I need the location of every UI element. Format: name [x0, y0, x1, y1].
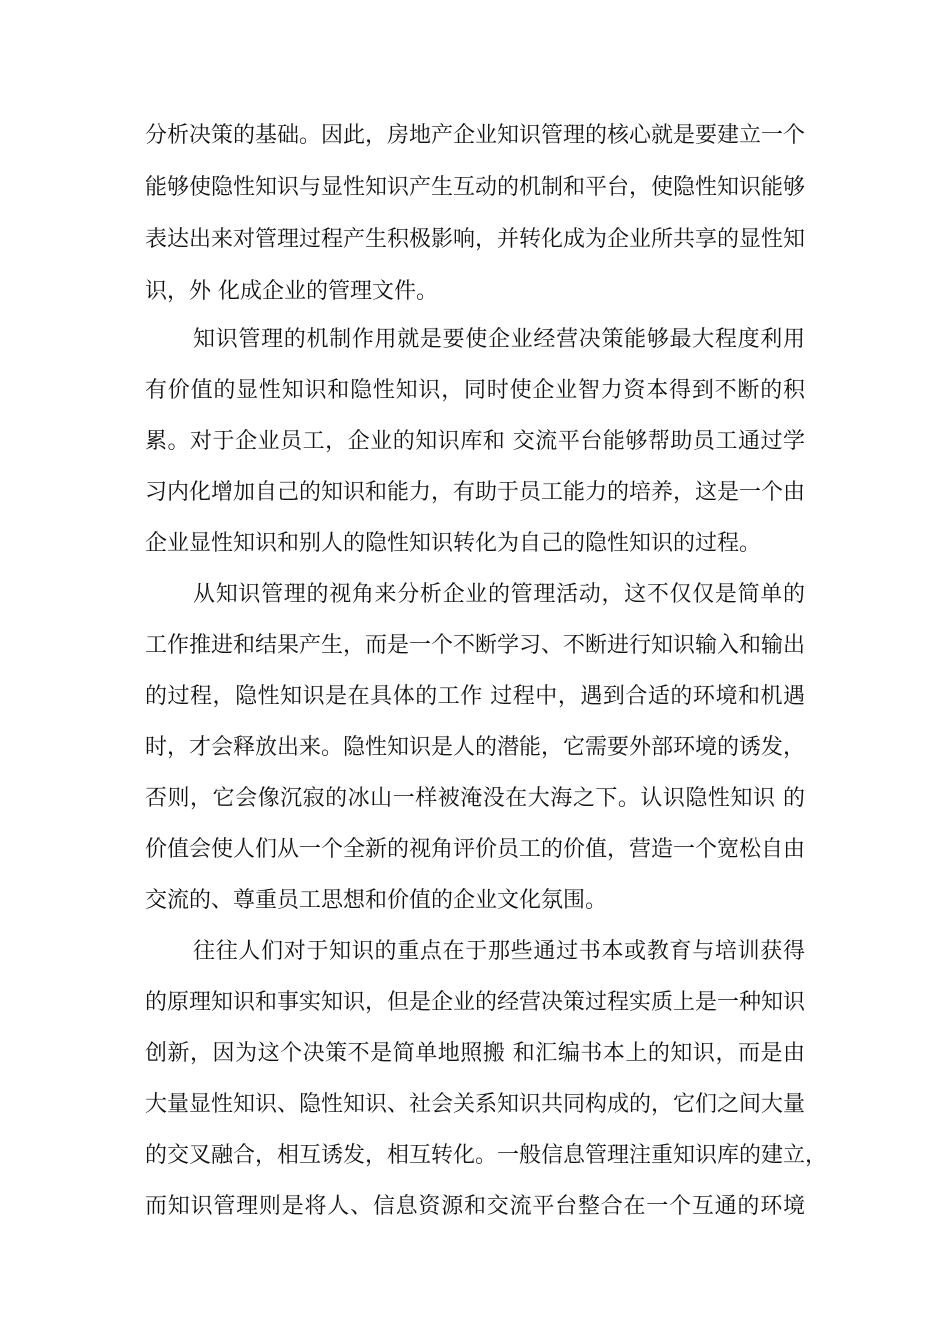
- paragraph-2-line-4: 习内化增加自己的知识和能力，有助于员工能力的培养，这是一个由: [145, 480, 806, 505]
- paragraph-4-line-3: 创新，因为这个决策不是简单地照搬 和汇编书本上的知识，而是由: [145, 1041, 805, 1066]
- paragraph-1-line-4: 识，外 化成企业的管理文件。: [145, 279, 438, 304]
- paragraph-1-line-1: 分析决策的基础。因此，房地产企业知识管理的核心就是要建立一个: [145, 123, 806, 148]
- paragraph-3-line-2: 工作推进和结果产生，而是一个不断学习、不断进行知识输入和输出: [145, 633, 806, 658]
- paragraph-3-line-3: 的过程，隐性知识是在具体的工作 过程中，遇到合适的环境和机遇: [145, 684, 805, 709]
- paragraph-4-line-6: 而知识管理则是将人、信息资源和交流平台整合在一个互通的环境: [145, 1194, 805, 1219]
- paragraph-2-line-3: 累。对于企业员工，企业的知识库和 交流平台能够帮助员工通过学: [145, 429, 805, 454]
- paragraph-1-line-3: 表达出来对管理过程产生积极影响，并转化成为企业所共享的显性知: [145, 227, 806, 252]
- paragraph-3-line-1: 从知识管理的视角来分析企业的管理活动，这不仅仅是简单的: [193, 582, 805, 607]
- paragraph-2-line-2: 有价值的显性知识和隐性知识，同时使企业智力资本得到不断的积: [145, 378, 805, 403]
- paragraph-3-line-4: 时，才会释放出来。隐性知识是人的潜能，它需要外部环境的诱发，: [145, 735, 806, 760]
- paragraph-4-line-2: 的原理知识和事实知识，但是企业的经营决策过程实质上是一种知识: [145, 990, 806, 1015]
- paragraph-4-line-1: 往往人们对于知识的重点在于那些通过书本或教育与培训获得: [193, 939, 805, 964]
- paragraph-3-line-5: 否则，它会像沉寂的冰山一样被淹没在大海之下。认识隐性知识 的: [145, 786, 805, 811]
- paragraph-2-line-1: 知识管理的机制作用就是要使企业经营决策能够最大程度利用: [193, 327, 805, 352]
- paragraph-2-line-5: 企业显性知识和别人的隐性知识转化为自己的隐性知识的过程。: [145, 531, 762, 556]
- paragraph-4-line-4: 大量显性知识、隐性知识、社会关系知识共同构成的，它们之间大量: [145, 1092, 806, 1117]
- paragraph-4-line-5: 的交叉融合，相互诱发，相互转化。一般信息管理注重知识库的建立，: [145, 1143, 828, 1168]
- paragraph-3-line-6: 价值会使人们从一个全新的视角评价员工的价值，营造一个宽松自由: [145, 837, 806, 862]
- paragraph-1-line-2: 能够使隐性知识与显性知识产生互动的机制和平台，使隐性知识能够: [145, 175, 806, 200]
- paragraph-3-line-7: 交流的、尊重员工思想和价值的企业文化氛围。: [145, 888, 608, 913]
